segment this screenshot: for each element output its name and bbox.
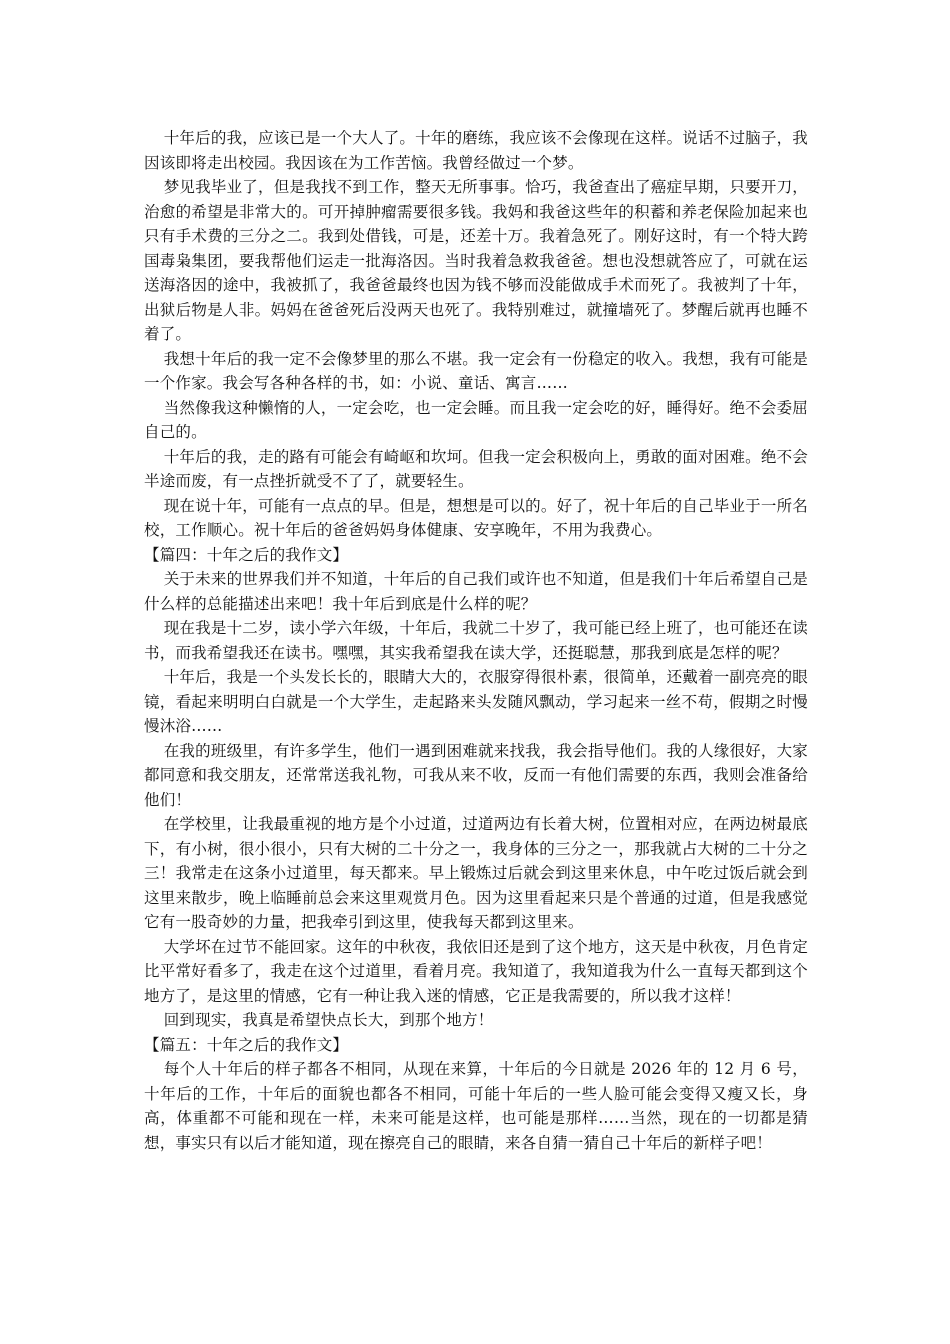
paragraph: 现在说十年，可能有一点点的早。但是，想想是可以的。好了，祝十年后的自己毕业于一所名校，工作顺心。祝十年后的爸爸妈妈身体健康、安享晚年，不用为我费心。 <box>144 496 808 539</box>
paragraph: 在学校里，让我最重视的地方是个小过道，过道两边有长着大树，位置相对应，在两边树最底下，有小树，很小很小，只有大树的二十分之一，我身体的三分之一，那我就占大树的二十分之三！我常走在这条小过道里，每天都来。早上锻炼过后就会到这里来休息，中午吃过饭后就会到这里来散步，晚上临睡前总会来这里观赏月色。因为这里看起来只是个普通的过道，但是我感觉它有一股奇妙的力量，把我牵引到这里，使我每天都到这里来。 <box>144 815 808 931</box>
paragraph: 十年后的我，应该已是一个大人了。十年的磨练，我应该不会像现在这样。说话不过脑子，我因该即将走出校园。我因该在为工作苦恼。我曾经做过一个梦。 <box>144 129 808 172</box>
paragraph: 每个人十年后的样子都各不相同，从现在来算，十年后的今日就是 2026 年的 12 月 6 号，十年后的工作，十年后的面貌也都各不相同，可能十年后的一些人脸可能会变得又瘦又长，身高，体重都不可能和现在一样，未来可能是这样，也可能是那样……当然，现在的一切都是猜想，事实只有以后才能知道，现在擦亮自己的眼睛，来各自猜一猜自己十年后的新样子吧！ <box>144 1060 808 1152</box>
paragraph: 十年后，我是一个头发长长的，眼睛大大的，衣服穿得很朴素，很简单，还戴着一副亮亮的眼镜，看起来明明白白就是一个大学生，走起路来头发随风飘动，学习起来一丝不苟，假期之时慢慢沐浴…… <box>144 668 808 735</box>
paragraph: 当然像我这种懒惰的人，一定会吃，也一定会睡。而且我一定会吃的好，睡得好。绝不会委屈自己的。 <box>144 398 808 441</box>
paragraph: 现在我是十二岁，读小学六年级，十年后，我就二十岁了，我可能已经上班了，也可能还在读书，而我希望我还在读书。嘿嘿，其实我希望我在读大学，还挺聪慧，那我到底是怎样的呢？ <box>144 619 808 662</box>
paragraph: 十年后的我，走的路有可能会有崎岖和坎坷。但我一定会积极向上，勇敢的面对困难。绝不会半途而废，有一点挫折就受不了了，就要轻生。 <box>144 447 808 490</box>
section-heading-5: 【篇五：十年之后的我作文】 <box>144 1035 349 1054</box>
paragraph: 大学坏在过节不能回家。这年的中秋夜，我依旧还是到了这个地方，这天是中秋夜，月色肯定比平常好看多了，我走在这个过道里，看着月亮。我知道了，我知道我为什么一直每天都到这个地方了，是这里的情感，它有一种让我入迷的情感，它正是我需要的，所以我才这样！ <box>144 937 808 1005</box>
paragraph: 梦见我毕业了，但是我找不到工作，整天无所事事。恰巧，我爸查出了癌症早期，只要开刀，治愈的希望是非常大的。可开掉肿瘤需要很多钱。我妈和我爸这些年的积蓄和养老保险加起来也只有手术费的三分之二。我到处借钱，可是，还差十万。我着急死了。刚好这时，有一个特大跨国毒枭集团，要我帮他们运走一批海洛因。当时我着急救我爸爸。想也没想就答应了，可就在运送海洛因的途中，我被抓了，我爸爸最终也因为钱不够而没能做成手术而死了。我被判了十年，出狱后物是人非。妈妈在爸爸死后没两天也死了。我特别难过，就撞墙死了。梦醒后就再也睡不着了。 <box>144 178 808 343</box>
paragraph: 回到现实，我真是希望快点长大，到那个地方！ <box>163 1011 494 1029</box>
paragraph: 我想十年后的我一定不会像梦里的那么不堪。我一定会有一份稳定的收入。我想，我有可能是一个作家。我会写各种各样的书，如：小说、童话、寓言…… <box>144 349 808 392</box>
paragraph: 关于未来的世界我们并不知道，十年后的自己我们或许也不知道，但是我们十年后希望自己是什么样的总能描述出来吧！我十年后到底是什么样的呢？ <box>144 570 808 613</box>
paragraph: 在我的班级里，有许多学生，他们一遇到困难就来找我，我会指导他们。我的人缘很好，大家都同意和我交朋友，还常常送我礼物，可我从来不收，反而一有他们需要的东西，我则会准备给他们！ <box>144 741 808 809</box>
section-heading-4: 【篇四：十年之后的我作文】 <box>144 545 349 564</box>
document-page <box>144 126 808 1155</box>
